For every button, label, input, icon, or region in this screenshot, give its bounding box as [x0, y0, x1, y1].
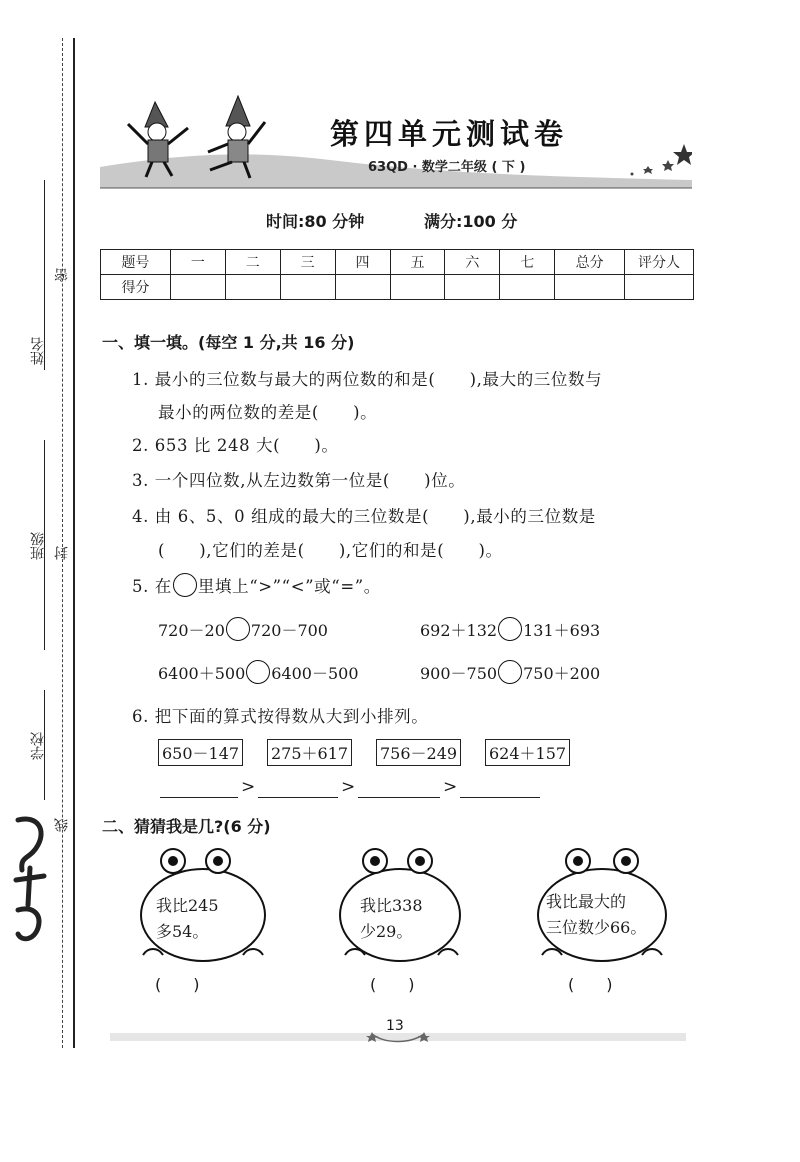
frog-speech-line: 我比245 — [156, 896, 219, 915]
full-score: 满分:100 分 — [424, 212, 518, 231]
expression-box: 650－147 — [158, 739, 243, 766]
comparison-left: 692＋132 — [420, 620, 498, 640]
frog-speech-line: 我比最大的 — [546, 892, 627, 911]
page-title: 第四单元测试卷 — [330, 117, 569, 151]
comparison-4 — [420, 660, 600, 684]
name-label: 姓名 — [30, 337, 46, 365]
comparison-right: 750＋200 — [523, 663, 601, 683]
section-2-heading: 二、猜猜我是几?(6 分) — [102, 817, 271, 836]
table-cell: 四 — [335, 250, 390, 275]
question-1-line-1: 1. 最小的三位数与最大的两位数的和是( ),最大的三位数与 — [132, 370, 603, 389]
question-2: 2. 653 比 248 大( )。 — [132, 436, 339, 455]
seal-xian: 线 — [54, 818, 70, 832]
question-3: 3. 一个四位数,从左边数第一位是( )位。 — [132, 471, 466, 490]
score-table-score-row — [101, 275, 694, 300]
question-4-line-1: 4. 由 6、5、0 组成的最大的三位数是( ),最小的三位数是 — [132, 507, 596, 526]
table-cell: 一 — [170, 250, 225, 275]
expression-box: 756－249 — [376, 739, 461, 766]
comparison-left: 720－20 — [158, 620, 225, 640]
table-cell: 得分 — [101, 275, 171, 300]
school-label: 学校 — [30, 732, 46, 760]
comparison-circle-input[interactable] — [226, 617, 250, 641]
question-5 — [132, 573, 381, 597]
question-5-prefix: 5. 在 — [132, 577, 172, 596]
comparison-circle-input[interactable] — [498, 617, 522, 641]
answer-blank[interactable] — [258, 797, 338, 798]
score-entry-cell[interactable] — [500, 275, 555, 300]
table-cell: 二 — [225, 250, 280, 275]
score-entry-cell[interactable] — [445, 275, 500, 300]
page-number: 13 — [386, 1018, 404, 1034]
comparison-circle-input[interactable] — [246, 660, 270, 684]
table-cell: 题号 — [101, 250, 171, 275]
score-entry-cell[interactable] — [555, 275, 625, 300]
score-table — [100, 249, 694, 300]
frog-speech-1 — [156, 893, 219, 945]
question-1-line-2: 最小的两位数的差是( )。 — [158, 403, 378, 422]
question-6: 6. 把下面的算式按得数从大到小排列。 — [132, 707, 429, 726]
comparison-2 — [420, 617, 600, 641]
comparison-left: 6400＋500 — [158, 663, 246, 683]
question-4-line-2: ( ),它们的差是( ),它们的和是( )。 — [158, 541, 503, 560]
question-5-suffix: 里填上“>”“<”或“=”。 — [197, 577, 381, 596]
brand-logo — [8, 810, 54, 950]
time-limit: 时间:80 分钟 — [266, 212, 365, 231]
frog-speech-line: 少29。 — [360, 922, 413, 941]
score-entry-cell[interactable] — [390, 275, 445, 300]
comparison-circle-input[interactable] — [498, 660, 522, 684]
binding-solid-line — [73, 38, 75, 1048]
score-table-header-row — [101, 250, 694, 275]
answer-parentheses[interactable]: ( ) — [155, 975, 200, 994]
greater-than-sign: > — [341, 777, 356, 797]
section-1-heading: 一、填一填。(每空 1 分,共 16 分) — [102, 333, 355, 352]
greater-than-sign: > — [443, 777, 458, 797]
table-cell: 六 — [445, 250, 500, 275]
answer-blank[interactable] — [460, 797, 540, 798]
table-cell: 评分人 — [625, 250, 694, 275]
greater-than-sign: > — [241, 777, 256, 797]
answer-parentheses[interactable]: ( ) — [370, 975, 415, 994]
expression-box: 275＋617 — [267, 739, 352, 766]
score-entry-cell[interactable] — [225, 275, 280, 300]
frog-speech-3 — [546, 889, 646, 941]
answer-circle-icon — [173, 573, 197, 597]
seal-mi: 密 — [54, 268, 70, 282]
answer-blank[interactable] — [160, 797, 238, 798]
frog-speech-line: 我比338 — [360, 896, 423, 915]
comparison-right: 720－700 — [250, 620, 328, 640]
score-entry-cell[interactable] — [625, 275, 694, 300]
table-cell: 五 — [390, 250, 445, 275]
page-subtitle: 63QD · 数学二年级 ( 下 ) — [368, 160, 526, 175]
comparison-left: 900－750 — [420, 663, 498, 683]
answer-blank[interactable] — [358, 797, 440, 798]
score-entry-cell[interactable] — [280, 275, 335, 300]
table-cell: 七 — [500, 250, 555, 275]
expression-box: 624＋157 — [485, 739, 570, 766]
comparison-right: 6400－500 — [271, 663, 359, 683]
comparison-right: 131＋693 — [523, 620, 601, 640]
frog-speech-line: 多54。 — [156, 922, 209, 941]
table-cell: 总分 — [555, 250, 625, 275]
score-entry-cell[interactable] — [170, 275, 225, 300]
binding-dashed-line — [62, 38, 63, 1048]
answer-parentheses[interactable]: ( ) — [568, 975, 613, 994]
comparison-3 — [158, 660, 359, 684]
frog-speech-line: 三位数少66。 — [546, 918, 647, 937]
frog-speech-2 — [360, 893, 423, 945]
score-entry-cell[interactable] — [335, 275, 390, 300]
table-cell: 三 — [280, 250, 335, 275]
class-label: 班级 — [30, 532, 46, 560]
seal-feng: 封 — [54, 546, 70, 560]
comparison-1 — [158, 617, 328, 641]
